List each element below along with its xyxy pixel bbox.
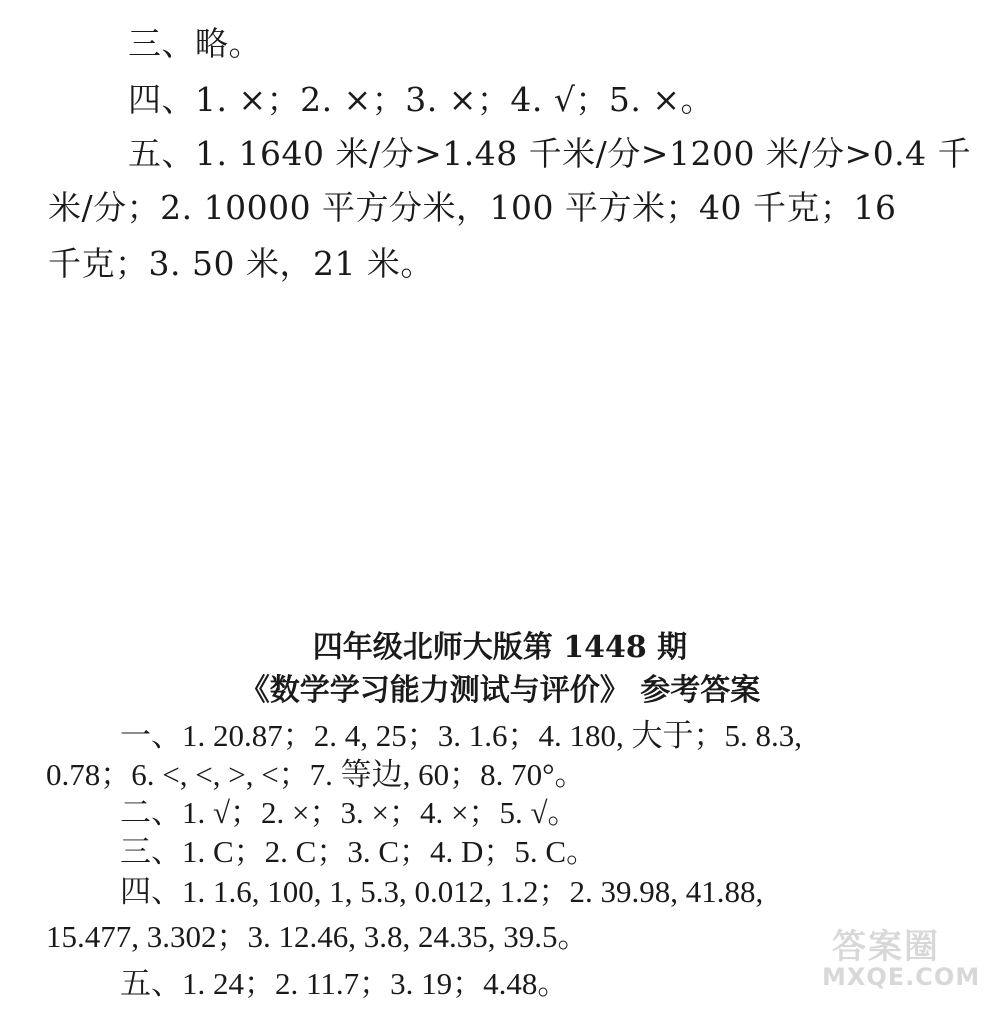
watermark-logo-text: 答案圈 xyxy=(832,927,940,967)
answer-line-5: 五、1. 24；2. 11.7；3. 19；4.48。 xyxy=(120,966,569,1001)
answer-key-subtitle: 《数学学习能力测试与评价》 参考答案 xyxy=(239,673,761,708)
watermark-url: MXQE.COM xyxy=(822,963,981,991)
answer-line-5-cont-2: 千克；3. 50 米，21 米。 xyxy=(48,244,434,283)
answer-line-1-cont: 0.78；6. <, <, >, <；7. 等边, 60；8. 70°。 xyxy=(46,757,586,792)
answer-line-4: 四、1. 1.6, 100, 1, 5.3, 0.012, 1.2；2. 39.98, 41.88, xyxy=(120,874,764,909)
answer-line-2: 二、1. √；2. ×；3. ×；4. ×；5. √。 xyxy=(120,795,579,830)
answer-line-5: 五、1. 1640 米/分>1.48 千米/分>1200 米/分>0.4 千 xyxy=(128,134,972,173)
site-watermark xyxy=(822,919,982,999)
answer-line-1: 一、1. 20.87；2. 4, 25；3. 1.6；4. 180, 大于；5. 8.3, xyxy=(120,718,802,753)
answer-line-4-cont: 15.477, 3.302；3. 12.46, 3.8, 24.35, 39.5。 xyxy=(46,919,589,954)
answer-line-3: 三、1. C；2. C；3. C；4. D；5. C。 xyxy=(120,834,598,869)
answer-key-title: 四年级北师大版第 1448 期 xyxy=(312,630,688,665)
answer-line-5-cont: 米/分；2. 10000 平方分米，100 平方米；40 千克；16 xyxy=(48,188,897,227)
answer-line-3: 三、略。 xyxy=(128,24,262,63)
answer-line-4: 四、1. ×；2. ×；3. ×；4. √；5. ×。 xyxy=(128,80,715,119)
